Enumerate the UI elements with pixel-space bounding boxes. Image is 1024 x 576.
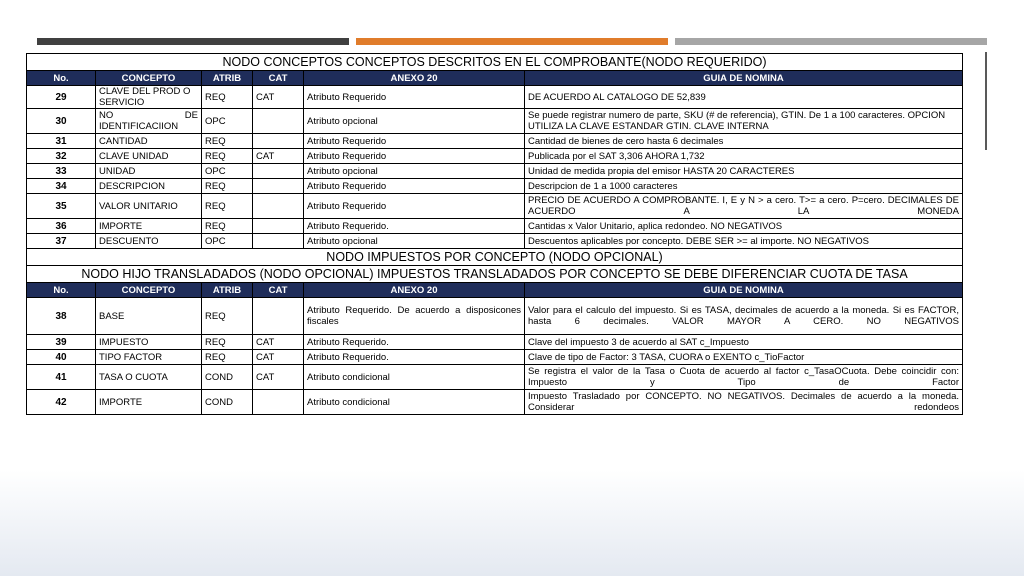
cell-cat: CAT — [253, 149, 304, 164]
section-title-impuestos: NODO IMPUESTOS POR CONCEPTO (NODO OPCIONAL) — [27, 249, 963, 266]
cell-concepto: IMPORTE — [96, 390, 202, 415]
cell-guia: Impuesto Trasladado por CONCEPTO. NO NEGATIVOS. Decimales de acuerdo a la moneda. Considerar redondeos — [525, 390, 963, 415]
cell-atrib: COND — [202, 390, 253, 415]
conceptos-table — [26, 53, 963, 415]
header-guia: GUIA DE NOMINA — [525, 283, 963, 298]
cell-concepto: IMPORTE — [96, 219, 202, 234]
table-row — [27, 164, 963, 179]
decorative-bar-dark — [37, 38, 349, 45]
table-row — [27, 179, 963, 194]
cell-cat — [253, 109, 304, 134]
cell-atrib: REQ — [202, 194, 253, 219]
cell-anexo: Atributo condicional — [304, 365, 525, 390]
cell-anexo: Atributo Requerido. — [304, 219, 525, 234]
table-row — [27, 365, 963, 390]
cell-no: 41 — [27, 365, 96, 390]
cell-anexo: Atributo opcional — [304, 109, 525, 134]
cell-cat — [253, 179, 304, 194]
cell-no: 32 — [27, 149, 96, 164]
table-row — [27, 219, 963, 234]
cell-guia: Publicada por el SAT 3,306 AHORA 1,732 — [525, 149, 963, 164]
cell-atrib: REQ — [202, 298, 253, 335]
cell-atrib: REQ — [202, 149, 253, 164]
cell-no: 33 — [27, 164, 96, 179]
cell-guia: Valor para el calculo del impuesto. Si es TASA, decimales de acuerdo a la moneda. Si es FACTOR, hasta 6 decimales. VALOR MAYOR A CERO. NO NEGATIVOS — [525, 298, 963, 335]
cell-cat — [253, 390, 304, 415]
cell-anexo: Atributo Requerido — [304, 149, 525, 164]
header-row — [27, 71, 963, 86]
table-row — [27, 298, 963, 335]
cell-cat — [253, 219, 304, 234]
cell-no: 31 — [27, 134, 96, 149]
table-row — [27, 149, 963, 164]
cell-atrib: REQ — [202, 86, 253, 109]
header-atrib: ATRIB — [202, 71, 253, 86]
cell-cat: CAT — [253, 350, 304, 365]
cell-concepto: CLAVE UNIDAD — [96, 149, 202, 164]
table-row — [27, 390, 963, 415]
background-gradient — [0, 470, 1024, 576]
header-cat: CAT — [253, 283, 304, 298]
table-row — [27, 234, 963, 249]
header-atrib: ATRIB — [202, 283, 253, 298]
cell-anexo: Atributo Requerido. — [304, 350, 525, 365]
cell-guia: PRECIO DE ACUERDO A COMPROBANTE. I, E y N > a cero. T>= a cero. P=cero. DECIMALES DE ACUERDO A LA MONEDA — [525, 194, 963, 219]
table-row — [27, 109, 963, 134]
cell-guia: Cantidas x Valor Unitario, aplica redondeo. NO NEGATIVOS — [525, 219, 963, 234]
cell-atrib: OPC — [202, 164, 253, 179]
cell-concepto: TASA O CUOTA — [96, 365, 202, 390]
cell-guia: Unidad de medida propia del emisor HASTA 20 CARACTERES — [525, 164, 963, 179]
cell-atrib: COND — [202, 365, 253, 390]
cell-no: 30 — [27, 109, 96, 134]
cell-guia: DE ACUERDO AL CATALOGO DE 52,839 — [525, 86, 963, 109]
decorative-bar-orange — [356, 38, 668, 45]
cell-cat — [253, 194, 304, 219]
cell-no: 34 — [27, 179, 96, 194]
cell-guia: Descripcion de 1 a 1000 caracteres — [525, 179, 963, 194]
cell-concepto: NO DE IDENTIFICACIION — [96, 109, 202, 134]
cell-concepto: DESCRIPCION — [96, 179, 202, 194]
cell-atrib: REQ — [202, 335, 253, 350]
cell-guia: Clave del impuesto 3 de acuerdo al SAT c_Impuesto — [525, 335, 963, 350]
cell-guia: Se registra el valor de la Tasa o Cuota de acuerdo al factor c_TasaOCuota. Debe coincidir con: Impuesto y Tipo de Factor — [525, 365, 963, 390]
cell-guia: Descuentos aplicables por concepto. DEBE SER >= al importe. NO NEGATIVOS — [525, 234, 963, 249]
cell-anexo: Atributo Requerido. De acuerdo a disposicones fiscales — [304, 298, 525, 335]
cell-concepto: BASE — [96, 298, 202, 335]
cell-concepto: TIPO FACTOR — [96, 350, 202, 365]
table-row — [27, 134, 963, 149]
decorative-bar-gray — [675, 38, 987, 45]
cell-cat — [253, 134, 304, 149]
header-no: No. — [27, 283, 96, 298]
table-row — [27, 335, 963, 350]
cell-anexo: Atributo Requerido — [304, 194, 525, 219]
cell-atrib: REQ — [202, 350, 253, 365]
cell-cat: CAT — [253, 365, 304, 390]
cell-concepto: VALOR UNITARIO — [96, 194, 202, 219]
cell-cat: CAT — [253, 335, 304, 350]
cell-concepto: DESCUENTO — [96, 234, 202, 249]
header-concepto: CONCEPTO — [96, 283, 202, 298]
cell-concepto: CLAVE DEL PROD O SERVICIO — [96, 86, 202, 109]
cell-guia: Cantidad de bienes de cero hasta 6 decimales — [525, 134, 963, 149]
slide-content — [26, 53, 962, 415]
cell-anexo: Atributo Requerido — [304, 86, 525, 109]
cell-anexo: Atributo Requerido. — [304, 335, 525, 350]
header-no: No. — [27, 71, 96, 86]
cell-atrib: REQ — [202, 219, 253, 234]
header-anexo: ANEXO 20 — [304, 71, 525, 86]
cell-atrib: OPC — [202, 109, 253, 134]
cell-concepto: UNIDAD — [96, 164, 202, 179]
table-row — [27, 86, 963, 109]
cell-concepto: IMPUESTO — [96, 335, 202, 350]
table-row — [27, 350, 963, 365]
cell-anexo: Atributo Requerido — [304, 134, 525, 149]
cell-cat — [253, 298, 304, 335]
cell-anexo: Atributo Requerido — [304, 179, 525, 194]
cell-cat — [253, 234, 304, 249]
cell-no: 36 — [27, 219, 96, 234]
cell-no: 38 — [27, 298, 96, 335]
cell-anexo: Atributo condicional — [304, 390, 525, 415]
table-row — [27, 194, 963, 219]
cell-anexo: Atributo opcional — [304, 234, 525, 249]
cell-cat: CAT — [253, 86, 304, 109]
cell-guia: Clave de tipo de Factor: 3 TASA, CUORA o EXENTO c_TioFactor — [525, 350, 963, 365]
header-guia: GUIA DE NOMINA — [525, 71, 963, 86]
header-cat: CAT — [253, 71, 304, 86]
cell-no: 42 — [27, 390, 96, 415]
cell-cat — [253, 164, 304, 179]
header-row — [27, 283, 963, 298]
cell-concepto: CANTIDAD — [96, 134, 202, 149]
decorative-vertical-line — [985, 52, 987, 150]
cell-no: 39 — [27, 335, 96, 350]
cell-no: 37 — [27, 234, 96, 249]
cell-no: 40 — [27, 350, 96, 365]
cell-atrib: REQ — [202, 179, 253, 194]
cell-atrib: REQ — [202, 134, 253, 149]
cell-atrib: OPC — [202, 234, 253, 249]
cell-guia: Se puede registrar numero de parte, SKU (# de referencia), GTIN. De 1 a 100 caracteres. OPCION UTILIZA LA CLAVE ESTANDAR GTIN. CLAVE INTERNA — [525, 109, 963, 134]
header-concepto: CONCEPTO — [96, 71, 202, 86]
cell-no: 35 — [27, 194, 96, 219]
section-title-traslados: NODO HIJO TRANSLADADOS (NODO OPCIONAL) IMPUESTOS TRANSLADADOS POR CONCEPTO SE DEBE DIFERENCIAR CUOTA DE TASA — [27, 266, 963, 283]
cell-anexo: Atributo opcional — [304, 164, 525, 179]
header-anexo: ANEXO 20 — [304, 283, 525, 298]
section-title-conceptos: NODO CONCEPTOS CONCEPTOS DESCRITOS EN EL COMPROBANTE(NODO REQUERIDO) — [27, 54, 963, 71]
cell-no: 29 — [27, 86, 96, 109]
